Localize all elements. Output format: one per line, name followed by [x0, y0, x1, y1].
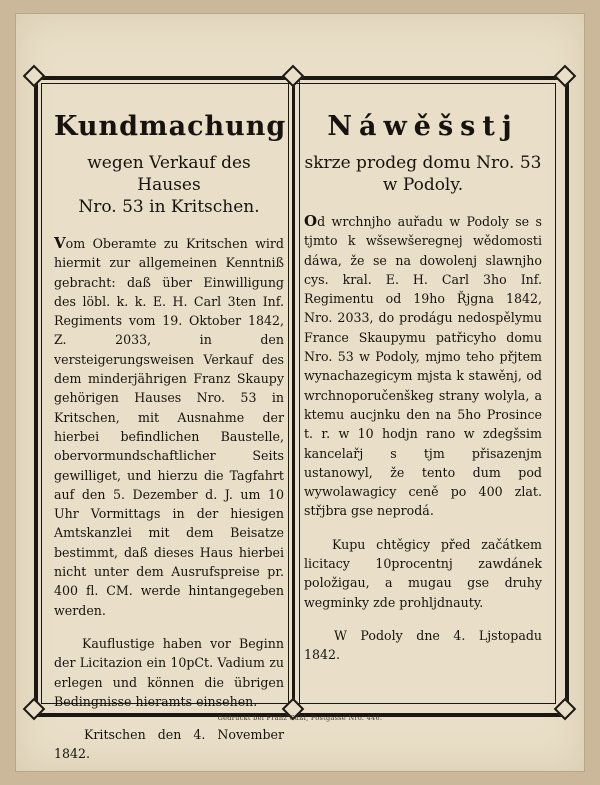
czech-initial: O [304, 212, 318, 230]
czech-subtitle-line2: w Podoly. [382, 175, 464, 195]
german-date: Kritschen den 4. November 1842. [54, 727, 284, 762]
german-subtitle [54, 152, 284, 218]
column-divider [288, 79, 300, 706]
german-body [54, 234, 284, 620]
german-conditions: Kauflustige haben vor Beginn der Licitazion ein 10pCt. Vadium zu erlegen und können die übrigen Bedingnisse hieramts einsehen. [54, 635, 284, 709]
czech-title: Náwěšstj [327, 111, 519, 142]
czech-subtitle [304, 152, 542, 196]
german-subtitle-line1: wegen Verkauf des Hauses [87, 153, 251, 195]
german-column [54, 100, 287, 764]
german-body-text: om Oberamte zu Kritschen wird hiermit zur allgemeinen Kenntniß gebracht: daß über Einwilligung des löbl. k. k. E. H. Carl 3ten Inf. Regiments vom 19. Oktober 1842, Z. 2033, in den versteigerungsweisen Verkauf des dem minderjährigen Franz Skaupy gehörigen Hauses Nro. 53 in Kritschen, mit Ausnahme der hierbei befindlichen Baustelle, obervormundschaftlicher Seits gewilliget, und hierzu die Tagfahrt auf den 5. Dezember d. J. um 10 Uhr Vormittags in der hiesigen Amtskanzlei mit dem Beisatze bestimmt, daß dieses Haus hierbei nicht unter dem Ausrufspreise pr. 400 fl. CM. werde hintangegeben werden. [54, 236, 284, 618]
german-initial: V [54, 234, 66, 252]
german-subtitle-line2: Nro. 53 in Kritschen. [78, 197, 260, 217]
czech-date: W Podoly dne 4. Ljstopadu 1842. [304, 627, 542, 663]
german-title: Kundmachung [54, 111, 287, 142]
czech-column [304, 100, 542, 665]
czech-body-text: d wrchnjho auřadu w Podoly se s tjmto k wšsewšeregnej wědomosti dáwa, že se na dowolenj slawnjho cys. kral. E. H. Carl 3ho Inf. Regimentu od 19ho Řjgna 1842, Nro. 2033, do prodágu nedospělymu France Skaupymu patřicyho domu Nro. 53 w Podoly, mjmo teho přjtem wynachazegicym mjsta k stawěnj, od wrchnoporučenškeg strany wolyla, a ktemu aucjnku den na 5ho Prosince t. r. w 10 hodjn rano w zdegšsim kancelařj s tjm přisazenjm ustanowyl, že tento dum pod wywolawagicy ceně po 400 zlat. střjbra gse neprodá. [304, 214, 542, 519]
czech-conditions: Kupu chtěgicy před začátkem licitacy 10procentnj zawdánek položigau, a mugau gse druhy wegminky zde prohljdnauty. [304, 536, 542, 610]
czech-body [304, 212, 542, 521]
czech-subtitle-line1: skrze prodeg domu Nro. 53 [304, 153, 542, 173]
printer-imprint: Gedruckt bei Franz Gaßl, Postgasse Nro. 446. [217, 714, 383, 722]
